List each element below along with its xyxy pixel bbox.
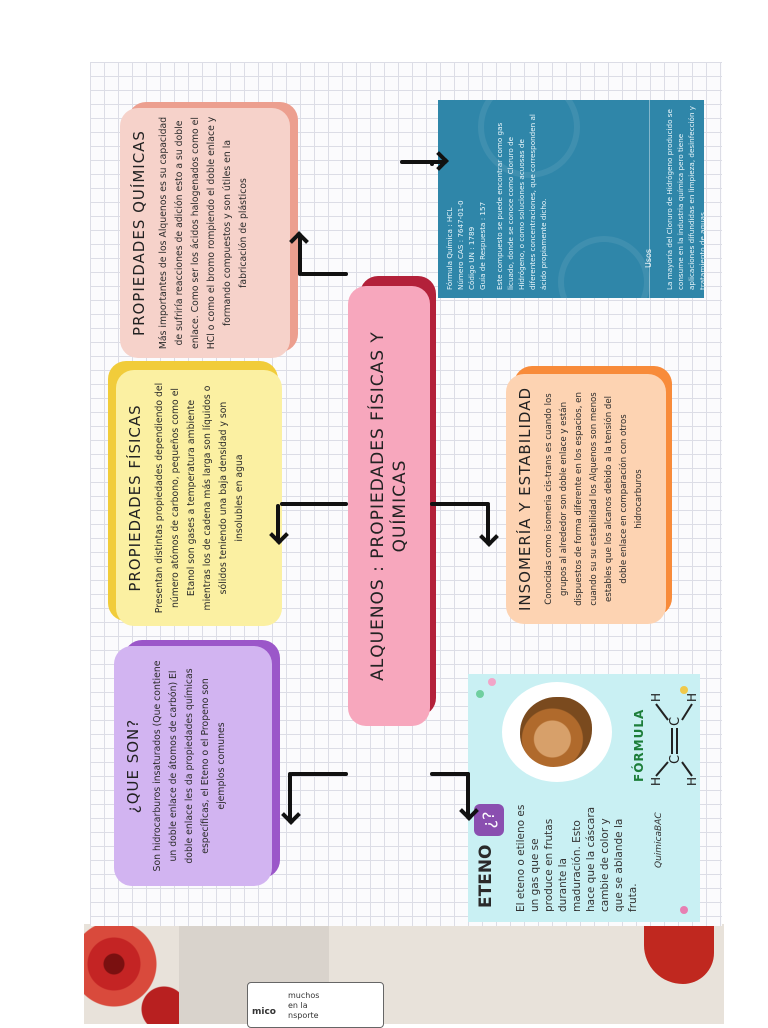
hcl-fact: Código UN : 1789 <box>467 226 476 290</box>
connector-line <box>280 502 348 506</box>
eteno-description: El eteno o etileno es un gas que se produce en frutas durante la maduración. Esto hace que la cáscara cambie de color y que se ablande la fruta. <box>515 804 639 912</box>
ripe-apple-image <box>502 682 612 782</box>
prop-fisicas-card <box>116 370 282 626</box>
hcl-description: Este compuesto se puede encontrar como gas licuado, donde se conoce como Cloruro de Hidrógeno, o como soluciones acuosas de diferentes concentraciones, que corresponden al ácido propiamente dicho. <box>495 114 548 290</box>
hcl-facts <box>444 200 488 290</box>
concept-map-canvas <box>90 62 722 926</box>
partial-note-text: muchos en la nsporte <box>288 991 320 1020</box>
hcl-fact: Fórmula Química : HCL <box>445 207 454 290</box>
eteno-title: ETENO <box>476 844 496 908</box>
connector-line <box>290 772 348 776</box>
red-flower-image <box>84 924 179 1024</box>
arrow-to-isomeria <box>486 504 490 542</box>
hcl-fact: Guía de Respuesta : 157 <box>478 201 487 290</box>
hydrogen-atom-3: H <box>649 692 663 702</box>
connector-line <box>430 772 470 776</box>
flower-decoration-icon <box>680 686 688 694</box>
arrow-to-hcl-panel <box>400 160 444 164</box>
arrow-to-prop-fisicas <box>276 504 280 540</box>
isomeria-body: Conocidas como isomeria cis-trans es cuando los grupos al alrededor son doble enlace y están dispuestos de forma diferente en los espacios, en cuando su su estabilidad los Alquenos son menos estables que los alcanos debido a la tensión del doble enlace en comparación con otros hidrocarburos <box>544 392 644 606</box>
eteno-brand-signature: QuimicaBAC <box>654 812 664 868</box>
partial-note-card <box>247 982 384 1028</box>
arrow-to-eteno <box>466 772 470 816</box>
flower-decoration-icon <box>680 906 688 914</box>
prop-quimicas-card <box>120 108 290 358</box>
prop-quimicas-body: Más importantes de los Alquenos es su capacidad de sufriría reacciones de adición esto a su doble enlace. Como ser los ácidos halogenados como el HCl o como el bromo rompiendo el doble enlace y formando compuestos y son útiles en la fabricación de plásticos <box>158 116 249 350</box>
usos-divider <box>649 100 650 298</box>
hcl-fact: Número CAS : 7647-01-0 <box>456 200 465 290</box>
eteno-infographic <box>468 674 700 922</box>
ethylene-structure-diagram <box>649 688 699 788</box>
flower-decoration-icon <box>488 678 496 686</box>
connector-line <box>430 502 490 506</box>
red-petal-image <box>644 924 714 984</box>
que-son-title: ¿QUE SON? <box>124 718 142 814</box>
apple-fruit-icon <box>520 697 592 767</box>
concept-map-sheet <box>90 62 722 926</box>
hydrogen-atom-2: H <box>685 776 699 786</box>
usos-text: La mayoría del Cloruro de Hidrógeno producido se consume en la industria química pero tiene aplicaciones difundidas en limpieza, desinfección y tratamiento de aguas. <box>665 105 707 290</box>
partial-note-title: mico <box>252 1007 276 1017</box>
que-son-card <box>114 646 272 886</box>
prop-quimicas-title: PROPIEDADES QUÍMICAS <box>130 130 148 336</box>
carbon-atom-1: C <box>668 754 683 764</box>
formula-label: FÓRMULA <box>632 708 646 782</box>
isomeria-title: INSOMERÍA Y ESTABILIDAD <box>516 386 534 612</box>
center-title: ALQUENOS : PROPIEDADES FÍSICAS Y QUÍMICAS <box>368 331 410 681</box>
connector-line <box>300 272 348 276</box>
background-collage <box>84 924 724 1024</box>
prop-fisicas-body: Presentan distintas propiedades dependiendo del número atómos de carbono, pequeños como el Etanol son gases a temperatura ambiente mientras los de cadena más larga son líquidos o sólidos teniendo una baja densidad y son insolubles en agua <box>154 382 245 614</box>
isomeria-card <box>506 374 666 624</box>
carbon-atom-2: C <box>668 716 683 726</box>
hydrogen-atom-1: H <box>649 776 663 786</box>
flower-decoration-icon <box>476 690 484 698</box>
center-title-card <box>348 286 430 726</box>
molecule-bubble-decoration <box>558 236 650 328</box>
hcl-info-panel <box>438 100 707 298</box>
arrow-to-que-son <box>288 772 292 820</box>
hydrogen-atom-4: H <box>685 692 699 702</box>
que-son-body: Son hidrocarburos insaturados (Que contiene un doble enlace de átomos de carbón) El doble enlace les da propiedades químicas específicas, el Eteno o el Propeno son ejemplos comunes <box>152 660 227 872</box>
usos-label: Usos <box>644 248 653 268</box>
prop-fisicas-title: PROPIEDADES FÍSICAS <box>126 404 144 592</box>
arrow-to-prop-quimicas <box>298 236 302 276</box>
question-mark-icon: ¿? <box>474 804 504 836</box>
